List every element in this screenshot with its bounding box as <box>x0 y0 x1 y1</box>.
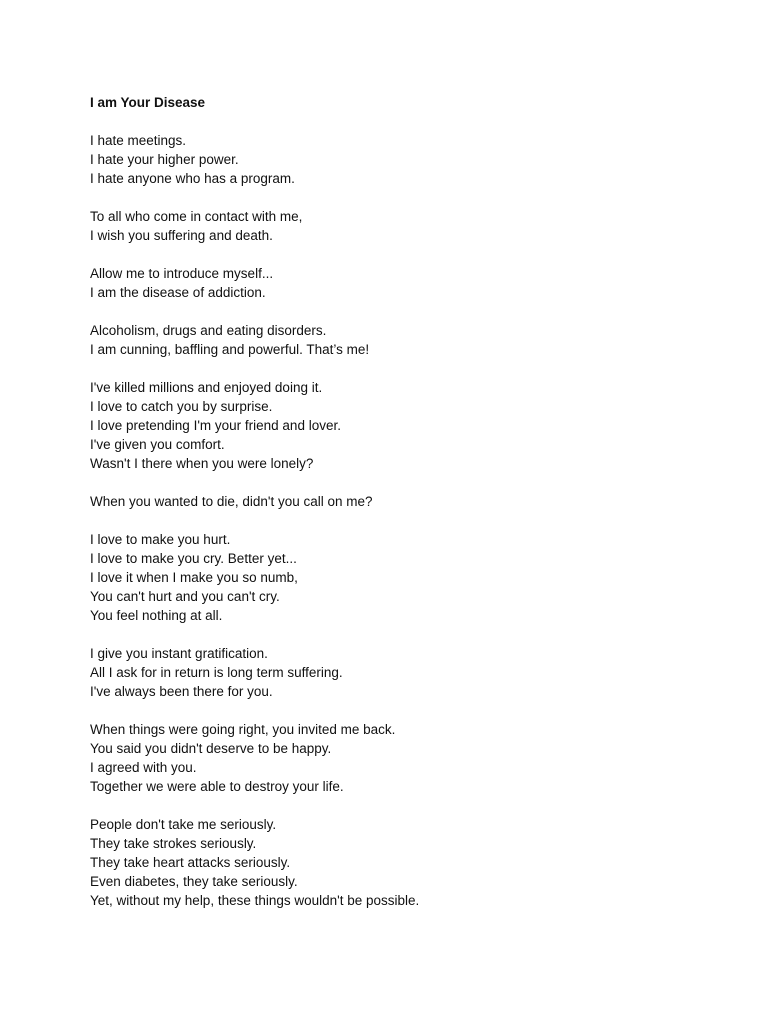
poem-line: I am the disease of addiction. <box>90 285 266 300</box>
poem-line: I wish you suffering and death. <box>90 228 273 243</box>
poem-line: Even diabetes, they take seriously. <box>90 874 298 889</box>
poem-line: I am cunning, baffling and powerful. That’s me! <box>90 342 370 357</box>
poem-line: You can't hurt and you can't cry. <box>90 589 280 604</box>
poem-title: I am Your Disease <box>90 95 206 110</box>
stanza <box>90 207 710 245</box>
poem-line: I hate your higher power. <box>90 152 239 167</box>
stanza <box>90 321 710 359</box>
stanza <box>90 720 710 796</box>
poem-line: You said you didn't deserve to be happy. <box>90 741 332 756</box>
poem-line: I love to make you cry. Better yet... <box>90 551 297 566</box>
poem-line: Allow me to introduce myself... <box>90 266 274 281</box>
poem-line: I've given you comfort. <box>90 437 225 452</box>
stanza <box>90 264 710 302</box>
poem-line: Together we were able to destroy your life. <box>90 779 344 794</box>
poem-line: They take heart attacks seriously. <box>90 855 291 870</box>
poem-line: To all who come in contact with me, <box>90 209 303 224</box>
poem-line: Alcoholism, drugs and eating disorders. <box>90 323 327 338</box>
poem-line: I've killed millions and enjoyed doing it. <box>90 380 323 395</box>
poem-line: I give you instant gratification. <box>90 646 268 661</box>
stanza <box>90 644 710 701</box>
poem-line: I've always been there for you. <box>90 684 273 699</box>
poem-line: I agreed with you. <box>90 760 197 775</box>
poem-line: You feel nothing at all. <box>90 608 223 623</box>
poem-line: I love to make you hurt. <box>90 532 231 547</box>
poem-line: People don't take me seriously. <box>90 817 277 832</box>
poem-line: When things were going right, you invited me back. <box>90 722 396 737</box>
stanza <box>90 492 710 511</box>
poem-line: Wasn't I there when you were lonely? <box>90 456 314 471</box>
poem-line: I hate anyone who has a program. <box>90 171 295 186</box>
poem-line: They take strokes seriously. <box>90 836 257 851</box>
poem-body <box>90 93 710 929</box>
poem-line: Yet, without my help, these things wouldn't be possible. <box>90 893 420 908</box>
stanza <box>90 131 710 188</box>
stanza <box>90 815 710 910</box>
poem-line: All I ask for in return is long term suffering. <box>90 665 343 680</box>
poem-line: I love to catch you by surprise. <box>90 399 273 414</box>
poem-line: I hate meetings. <box>90 133 187 148</box>
poem-line: I love it when I make you so numb, <box>90 570 298 585</box>
stanza <box>90 378 710 473</box>
stanza <box>90 530 710 625</box>
poem-line: I love pretending I'm your friend and lover. <box>90 418 341 433</box>
poem-line: When you wanted to die, didn't you call on me? <box>90 494 373 509</box>
